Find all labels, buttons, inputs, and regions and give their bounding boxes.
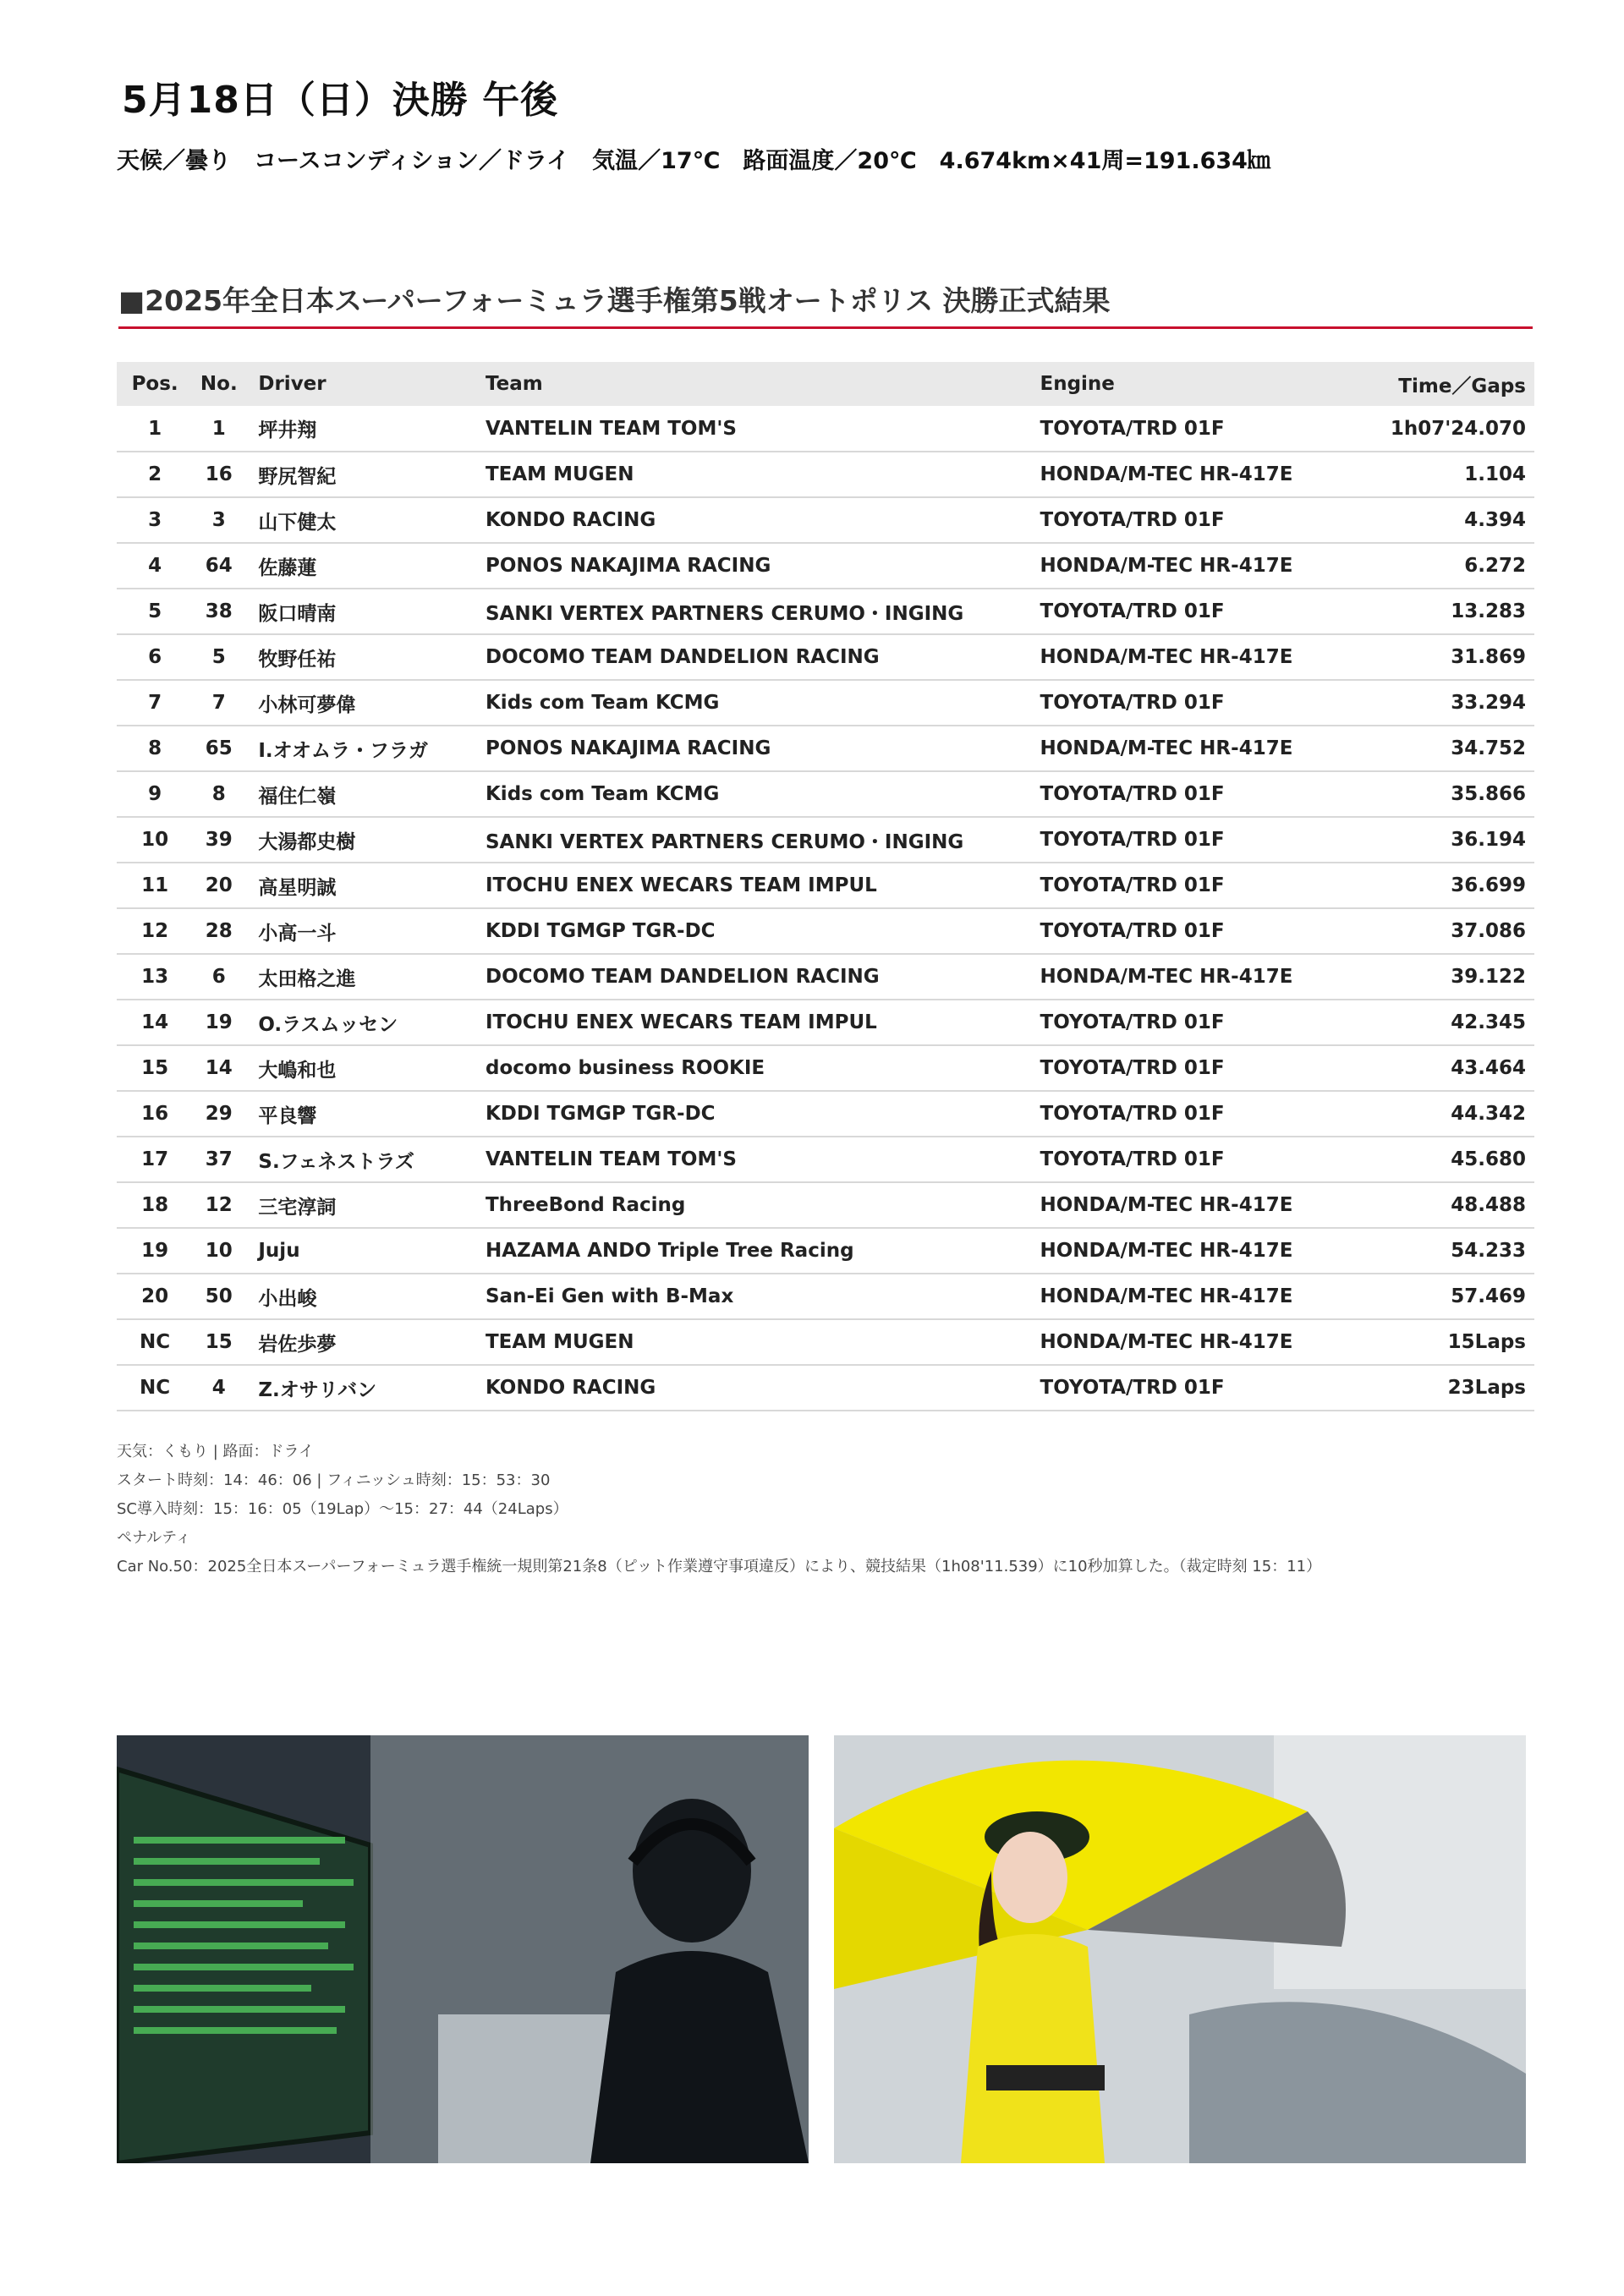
cell-driver: I.オオムラ・フラガ [258,739,428,762]
cell-engine: TOYOTA/TRD 01F [1040,874,1225,896]
cell-pos: NC [140,1377,171,1399]
cell-time: 36.699 [1451,874,1526,896]
cell-pos: 14 [141,1011,169,1033]
cell-driver: Juju [258,1240,300,1262]
cell-no: 8 [211,783,226,805]
table-row [117,1365,1534,1411]
cell-driver: 三宅淳詞 [258,1196,337,1219]
cell-engine: HONDA/M-TEC HR-417E [1040,555,1293,577]
cell-no: 29 [205,1103,233,1125]
cell-no: 28 [205,920,233,942]
cell-driver: 小出峻 [258,1287,317,1310]
cell-driver: 阪口晴南 [258,602,337,625]
cell-no: 5 [211,646,226,668]
cell-pos: 15 [141,1057,169,1079]
table-header-row [117,362,1534,406]
cell-time: 42.345 [1451,1011,1526,1033]
note-weather: 天気：くもり | 路面：ドライ [117,1443,314,1460]
cell-pos: 17 [141,1148,169,1170]
cell-driver: 大嶋和也 [258,1059,337,1082]
cell-no: 7 [211,692,226,714]
cell-engine: TOYOTA/TRD 01F [1040,1148,1225,1170]
cell-driver: 福住仁嶺 [258,785,337,808]
table-row [117,908,1534,954]
table-row [117,863,1534,908]
cell-engine: TOYOTA/TRD 01F [1040,600,1225,622]
cell-time: 37.086 [1451,920,1526,942]
table-row [117,497,1534,543]
cell-pos: 8 [148,737,162,759]
photo-pit-engineer [117,1735,809,2163]
cell-engine: HONDA/M-TEC HR-417E [1040,1240,1293,1262]
cell-team: HAZAMA ANDO Triple Tree Racing [485,1240,854,1262]
cell-team: KDDI TGMGP TGR-DC [485,1103,716,1125]
page-title: 5月18日（日）決勝 午後 [122,79,559,122]
cell-driver: S.フェネストラズ [258,1150,414,1173]
cell-engine: HONDA/M-TEC HR-417E [1040,646,1293,668]
cell-pos: 12 [141,920,169,942]
header-driver: Driver [258,373,326,395]
cell-engine: TOYOTA/TRD 01F [1040,417,1225,440]
cell-pos: 19 [141,1240,169,1262]
table-row [117,954,1534,1000]
table-row [117,1319,1534,1365]
table-row [117,406,1534,452]
cell-team: PONOS NAKAJIMA RACING [485,737,771,759]
table-row [117,1228,1534,1274]
header-team: Team [485,373,543,395]
cell-engine: TOYOTA/TRD 01F [1040,783,1225,805]
header-pos: Pos. [131,373,178,395]
table-row [117,680,1534,726]
table-row [117,634,1534,680]
cell-pos: 16 [141,1103,169,1125]
cell-engine: TOYOTA/TRD 01F [1040,1057,1225,1079]
cell-time: 1.104 [1464,463,1526,485]
cell-driver: 小林可夢偉 [258,693,356,716]
cell-time: 33.294 [1451,692,1526,714]
cell-time: 15Laps [1447,1331,1526,1353]
cell-team: ITOCHU ENEX WECARS TEAM IMPUL [485,874,877,896]
cell-engine: TOYOTA/TRD 01F [1040,692,1225,714]
cell-engine: HONDA/M-TEC HR-417E [1040,737,1293,759]
cell-driver: 牧野任祐 [258,648,337,671]
pit-engineer-photo-illustration [117,1735,809,2163]
cell-no: 1 [211,417,226,440]
cell-driver: 山下健太 [258,511,337,534]
cell-time: 34.752 [1451,737,1526,759]
cell-pos: 18 [141,1194,169,1216]
title-rule [118,326,1533,329]
results-table [117,362,1534,1411]
note-penalty-detail: Car No.50：2025全日本スーパーフォーミュラ選手権統一規則第21条8（ピット作業遵守事項違反）により、競技結果（1h08'11.539）に10秒加算した。（裁定時刻 15：11） [117,1558,1322,1575]
header-no: No. [200,373,238,395]
cell-pos: 6 [148,646,162,668]
table-row [117,1274,1534,1319]
cell-team: VANTELIN TEAM TOM'S [485,1148,737,1170]
cell-engine: HONDA/M-TEC HR-417E [1040,1331,1293,1353]
cell-no: 3 [211,509,226,531]
table-row [117,771,1534,817]
photo-umbrella-model [834,1735,1526,2163]
cell-team: DOCOMO TEAM DANDELION RACING [485,646,880,668]
note-penalty-heading: ペナルティ [117,1529,191,1547]
table-row [117,452,1534,497]
cell-engine: TOYOTA/TRD 01F [1040,1377,1225,1399]
cell-pos: 9 [148,783,162,805]
cell-no: 50 [205,1285,233,1307]
cell-pos: 4 [148,555,162,577]
cell-driver: 平良響 [258,1104,317,1127]
cell-engine: TOYOTA/TRD 01F [1040,829,1225,851]
cell-driver: 太田格之進 [258,967,356,990]
cell-team: San-Ei Gen with B-Max [485,1285,734,1307]
cell-pos: 13 [141,966,169,988]
cell-no: 10 [205,1240,233,1262]
cell-team: Kids com Team KCMG [485,783,720,805]
cell-team: VANTELIN TEAM TOM'S [485,417,737,440]
table-row [117,1137,1534,1182]
cell-time: 48.488 [1451,1194,1526,1216]
cell-driver: 小高一斗 [258,922,337,945]
cell-team: SANKI VERTEX PARTNERS CERUMO・INGING [485,830,964,853]
cell-pos: 3 [148,509,162,531]
cell-team: TEAM MUGEN [485,1331,634,1353]
table-row [117,543,1534,589]
race-conditions: 天候／曇り コースコンディション／ドライ 気温／17℃ 路面温度／20℃ 4.674km×41周=191.634㎞ [117,148,1270,174]
umbrella-model-photo-illustration [834,1735,1526,2163]
cell-time: 4.394 [1464,509,1526,531]
cell-team: KONDO RACING [485,509,656,531]
cell-team: docomo business ROOKIE [485,1057,765,1079]
cell-no: 15 [205,1331,233,1353]
cell-driver: 佐藤蓮 [258,556,317,579]
cell-team: TEAM MUGEN [485,463,634,485]
cell-time: 31.869 [1451,646,1526,668]
cell-pos: 11 [141,874,169,896]
cell-time: 35.866 [1451,783,1526,805]
cell-pos: 2 [148,463,162,485]
cell-pos: 20 [141,1285,169,1307]
cell-driver: 大湯都史樹 [258,830,356,853]
cell-engine: HONDA/M-TEC HR-417E [1040,1194,1293,1216]
cell-team: PONOS NAKAJIMA RACING [485,555,771,577]
cell-pos: 1 [148,417,162,440]
cell-pos: NC [140,1331,171,1353]
cell-team: SANKI VERTEX PARTNERS CERUMO・INGING [485,602,964,625]
cell-time: 1h07'24.070 [1390,417,1526,440]
cell-engine: TOYOTA/TRD 01F [1040,920,1225,942]
cell-engine: HONDA/M-TEC HR-417E [1040,966,1293,988]
cell-driver: Z.オサリバン [258,1378,377,1401]
cell-time: 6.272 [1464,555,1526,577]
cell-team: Kids com Team KCMG [485,692,720,714]
cell-engine: TOYOTA/TRD 01F [1040,1103,1225,1125]
cell-pos: 7 [148,692,162,714]
cell-time: 57.469 [1451,1285,1526,1307]
cell-time: 45.680 [1451,1148,1526,1170]
cell-no: 14 [205,1057,233,1079]
cell-driver: 高星明誠 [258,876,337,899]
cell-no: 19 [205,1011,233,1033]
note-start-finish: スタート時刻：14：46：06 | フィニッシュ時刻：15：53：30 [117,1471,551,1489]
table-row [117,1045,1534,1091]
cell-team: DOCOMO TEAM DANDELION RACING [485,966,880,988]
results-body [117,406,1534,1411]
table-row [117,1091,1534,1137]
cell-team: ThreeBond Racing [485,1194,686,1216]
cell-no: 39 [205,829,233,851]
cell-no: 4 [211,1377,226,1399]
cell-engine: HONDA/M-TEC HR-417E [1040,463,1293,485]
cell-time: 44.342 [1451,1103,1526,1125]
cell-no: 6 [211,966,226,988]
header-engine: Engine [1040,373,1115,395]
cell-time: 54.233 [1451,1240,1526,1262]
cell-engine: HONDA/M-TEC HR-417E [1040,1285,1293,1307]
cell-time: 43.464 [1451,1057,1526,1079]
note-safety-car: SC導入時刻：15：16：05（19Lap）〜15：27：44（24Laps） [117,1500,568,1518]
header-time: Time／Gaps [1398,375,1526,397]
cell-engine: TOYOTA/TRD 01F [1040,509,1225,531]
cell-time: 39.122 [1451,966,1526,988]
table-row [117,1182,1534,1228]
section-title: ■2025年全日本スーパーフォーミュラ選手権第5戦オートポリス 決勝正式結果 [118,284,1111,317]
cell-driver: 野尻智紀 [258,465,337,488]
cell-team: KONDO RACING [485,1377,656,1399]
cell-no: 12 [205,1194,233,1216]
cell-team: KDDI TGMGP TGR-DC [485,920,716,942]
cell-time: 13.283 [1451,600,1526,622]
table-row [117,726,1534,771]
cell-no: 38 [205,600,233,622]
table-row [117,817,1534,863]
cell-no: 65 [205,737,233,759]
cell-time: 36.194 [1451,829,1526,851]
table-row [117,589,1534,634]
cell-engine: TOYOTA/TRD 01F [1040,1011,1225,1033]
cell-team: ITOCHU ENEX WECARS TEAM IMPUL [485,1011,877,1033]
cell-no: 37 [205,1148,233,1170]
cell-driver: 岩佐歩夢 [258,1333,337,1356]
cell-pos: 5 [148,600,162,622]
cell-time: 23Laps [1447,1377,1526,1399]
cell-no: 20 [205,874,233,896]
cell-no: 64 [205,555,233,577]
cell-pos: 10 [141,829,169,851]
cell-driver: O.ラスムッセン [258,1013,398,1036]
cell-driver: 坪井翔 [258,419,317,441]
table-row [117,1000,1534,1045]
race-notes [117,1438,1321,1581]
cell-no: 16 [205,463,233,485]
